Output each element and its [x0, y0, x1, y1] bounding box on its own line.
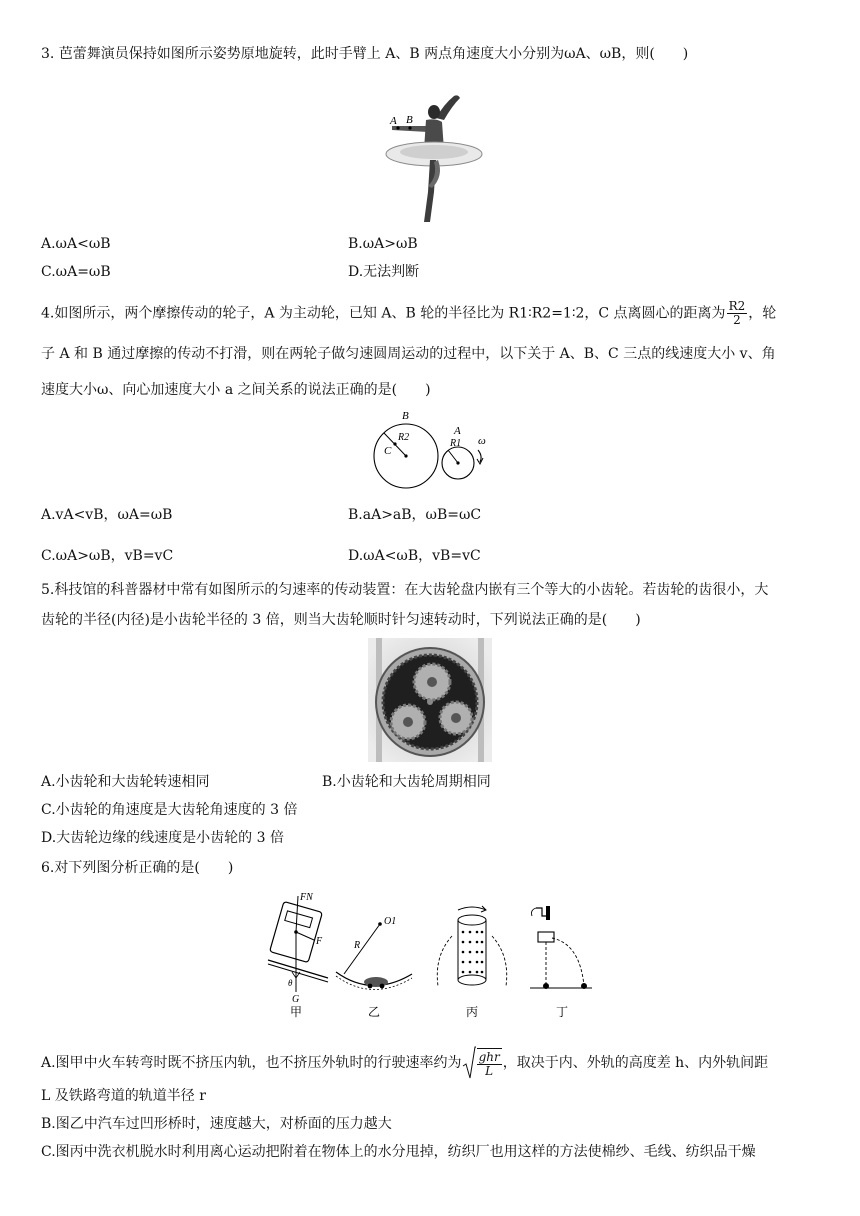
q6-option-b[interactable]: B.图乙中汽车过凹形桥时，速度越大，对桥面的压力越大: [41, 1116, 392, 1132]
q6-figure-ding: [530, 906, 592, 989]
q4-label-A: A: [454, 425, 461, 437]
q4-fraction: [727, 300, 748, 327]
q6-option-a-line2: L 及铁路弯道的轨道半径 r: [41, 1088, 206, 1104]
q6-label-O1: O1: [384, 916, 397, 927]
q5-stem-line1: 5.科技馆的科普器材中常有如图所示的匀速率的传动装置：在大齿轮盘内嵌有三个等大的小齿轮。若齿轮的齿很小，大: [41, 582, 769, 598]
q6-option-c[interactable]: C.图丙中洗衣机脱水时利用离心运动把附着在物体上的水分甩掉，纺织厂也用这样的方法使棉纱、毛线、纺织品干燥: [41, 1144, 756, 1160]
q5-option-b[interactable]: B.小齿轮和大齿轮周期相同: [322, 774, 491, 790]
q6-caption-bing: 丙: [466, 1005, 479, 1019]
q3-stem: 3. 芭蕾舞演员保持如图所示姿势原地旋转，此时手臂上 A、B 两点角速度大小分别为ωA、ωB，则( ): [41, 46, 689, 62]
q3-option-b[interactable]: B.ωA>ωB: [348, 236, 418, 252]
q6-sqrt-numerator: ghr: [478, 1050, 500, 1064]
q6-caption-ding: 丁: [556, 1005, 569, 1019]
q4-stem-line3: 速度大小ω、向心加速度大小 a 之间关系的说法正确的是( ): [41, 382, 431, 398]
q6-sqrt-expression: [462, 1046, 503, 1080]
q6-option-a-line1[interactable]: [41, 1046, 768, 1080]
q4-option-a[interactable]: A.vA<vB，ωA=ωB: [41, 507, 173, 523]
q4-label-omega: ω: [478, 435, 486, 447]
q5-stem-line2: 齿轮的半径(内径)是小齿轮半径的 3 倍，则当大齿轮顺时针匀速转动时，下列说法正确的是( ): [41, 612, 641, 628]
q4-fraction-denominator: 2: [733, 313, 741, 327]
q6-figures: [262, 886, 592, 1022]
q4-label-C: C: [384, 445, 392, 457]
q6-caption-jia: 甲: [290, 1005, 303, 1019]
q6-caption-yi: 乙: [368, 1005, 381, 1019]
q5-option-a[interactable]: A.小齿轮和大齿轮转速相同: [41, 774, 210, 790]
q4-label-R1: R1: [450, 438, 462, 449]
q6-label-G: G: [292, 994, 300, 1005]
q6-label-FN: FN: [300, 892, 313, 903]
q6-option-a-text-a: A.图甲中火车转弯时既不挤压内轨，也不挤压外轨时的行驶速率约为: [41, 1055, 462, 1071]
q4-stem-text-b: ，轮: [748, 305, 777, 322]
q5-option-d[interactable]: D.大齿轮边缘的线速度是小齿轮的 3 倍: [41, 830, 284, 846]
q6-sqrt-denominator: L: [485, 1064, 494, 1078]
q4-label-B: B: [402, 410, 409, 422]
q6-figure-bing: [437, 906, 506, 986]
q4-stem-line2: 子 A 和 B 通过摩擦的传动不打滑，则在两轮子做匀速圆周运动的过程中，以下关于 A、B、C 三点的线速度大小 v、角: [41, 346, 776, 362]
q5-option-c[interactable]: C.小齿轮的角速度是大齿轮角速度的 3 倍: [41, 802, 298, 818]
q4-wheels-figure: [370, 404, 496, 492]
q4-option-c[interactable]: C.ωA>ωB，vB=vC: [41, 548, 174, 564]
q3-option-d[interactable]: D.无法判断: [348, 264, 420, 280]
q6-option-a-text-b: ，取决于内、外轨的高度差 h、内外轨间距: [502, 1055, 769, 1071]
q4-stem-text-a: 4.如图所示，两个摩擦传动的轮子，A 为主动轮，已知 A、B 轮的半径比为 R1∶R2=1∶2，C 点离圆心的距离为: [41, 305, 726, 322]
q6-stem: 6.对下列图分析正确的是( ): [41, 860, 234, 876]
q6-label-theta: θ: [288, 978, 293, 988]
q6-figure-yi: [336, 916, 412, 990]
q4-stem-line1: [41, 300, 776, 327]
q3-label-B: B: [406, 114, 413, 126]
q3-label-A: A: [390, 115, 397, 127]
q4-label-R2: R2: [398, 432, 410, 443]
q3-option-c[interactable]: C.ωA=ωB: [41, 264, 111, 280]
q3-ballerina-figure: [384, 92, 488, 226]
q6-figure-jia: [268, 892, 328, 1005]
q5-gear-photo: [368, 638, 492, 762]
q4-option-d[interactable]: D.ωA<ωB，vB=vC: [348, 548, 481, 564]
q3-option-a[interactable]: A.ωA<ωB: [41, 236, 111, 252]
q4-fraction-numerator: R2: [728, 299, 746, 313]
q4-option-b[interactable]: B.aA>aB，ωB=ωC: [348, 507, 482, 523]
q6-label-F: F: [316, 936, 323, 947]
q6-label-R: R: [354, 940, 361, 951]
